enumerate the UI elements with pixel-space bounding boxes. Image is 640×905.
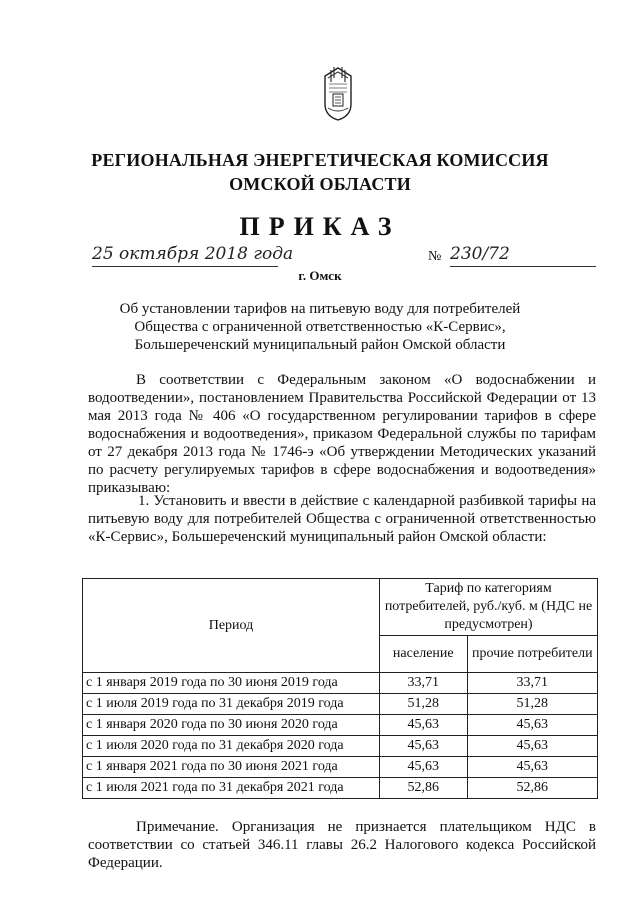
other-tariff-cell: 45,63 [467,757,597,778]
city: г. Омск [298,268,342,283]
other-tariff-cell: 51,28 [467,694,597,715]
period-cell: с 1 июля 2021 года по 31 декабря 2021 года [83,778,380,799]
document-title: ПРИКАЗ [239,212,401,241]
table-row [83,778,598,799]
other-consumers-header: прочие потребители [467,636,597,673]
organization-name-line2: ОМСКОЙ ОБЛАСТИ [229,174,411,194]
date-underline [92,266,278,267]
other-tariff-cell: 45,63 [467,715,597,736]
period-cell: с 1 июля 2020 года по 31 декабря 2020 года [83,736,380,757]
tariff-header: Тариф по категориям потребителей, руб./куб. м (НДС не предусмотрен) [380,579,598,636]
item-1-paragraph: 1. Установить и ввести в действие с календарной разбивкой тарифы на питьевую воду для потребителей Общества с ограниченной ответственностью «К-Сервис», Большереченский муниципальный район Омской области: [88,493,596,545]
table-row [83,757,598,778]
table-row [83,736,598,757]
population-tariff-cell: 45,63 [380,757,468,778]
population-tariff-cell: 52,86 [380,778,468,799]
table-row [83,673,598,694]
order-subject [0,300,640,354]
period-cell: с 1 июля 2019 года по 31 декабря 2019 года [83,694,380,715]
order-date: 25 октября 2018 года [92,244,294,264]
population-header: население [380,636,468,673]
period-header: Период [83,579,380,673]
note-paragraph: Примечание. Организация не признается плательщиком НДС в соответствии со статьей 346.11 главы 26.2 Налогового кодекса Российской Федерации. [88,819,596,871]
population-tariff-cell: 51,28 [380,694,468,715]
tariff-table [82,578,598,799]
organization-name-line1: РЕГИОНАЛЬНАЯ ЭНЕРГЕТИЧЕСКАЯ КОМИССИЯ [91,150,549,170]
table-row [83,694,598,715]
population-tariff-cell: 33,71 [380,673,468,694]
subject-line: Об установлении тарифов на питьевую воду для потребителей [119,301,521,317]
coat-of-arms-icon [319,64,357,122]
period-cell: с 1 января 2019 года по 30 июня 2019 года [83,673,380,694]
other-tariff-cell: 45,63 [467,736,597,757]
period-cell: с 1 января 2021 года по 30 июня 2021 года [83,757,380,778]
other-tariff-cell: 33,71 [467,673,597,694]
number-underline [450,266,596,267]
population-tariff-cell: 45,63 [380,736,468,757]
preamble-paragraph: В соответствии с Федеральным законом «О водоснабжении и водоотведении», постановлением Правительства Российской Федерации от 13 мая 2013 года № 406 «О государственном регулировании тарифов в сфере водоснабжения и водоотведения», приказом Федеральной службы по тарифам от 27 декабря 2013 года № 1746-э «Об утверждении Методических указаний по расчету регулируемых тарифов в сфере водоснабжения и водоотведения» приказываю: [88,372,596,496]
number-sign: № [428,249,442,264]
other-tariff-cell: 52,86 [467,778,597,799]
subject-line: Большереченский муниципальный район Омской области [134,337,506,353]
period-cell: с 1 января 2020 года по 30 июня 2020 года [83,715,380,736]
population-tariff-cell: 45,63 [380,715,468,736]
table-row [83,715,598,736]
order-number: 230/72 [450,244,510,264]
subject-line: Общества с ограниченной ответственностью «К-Сервис», [134,319,506,335]
